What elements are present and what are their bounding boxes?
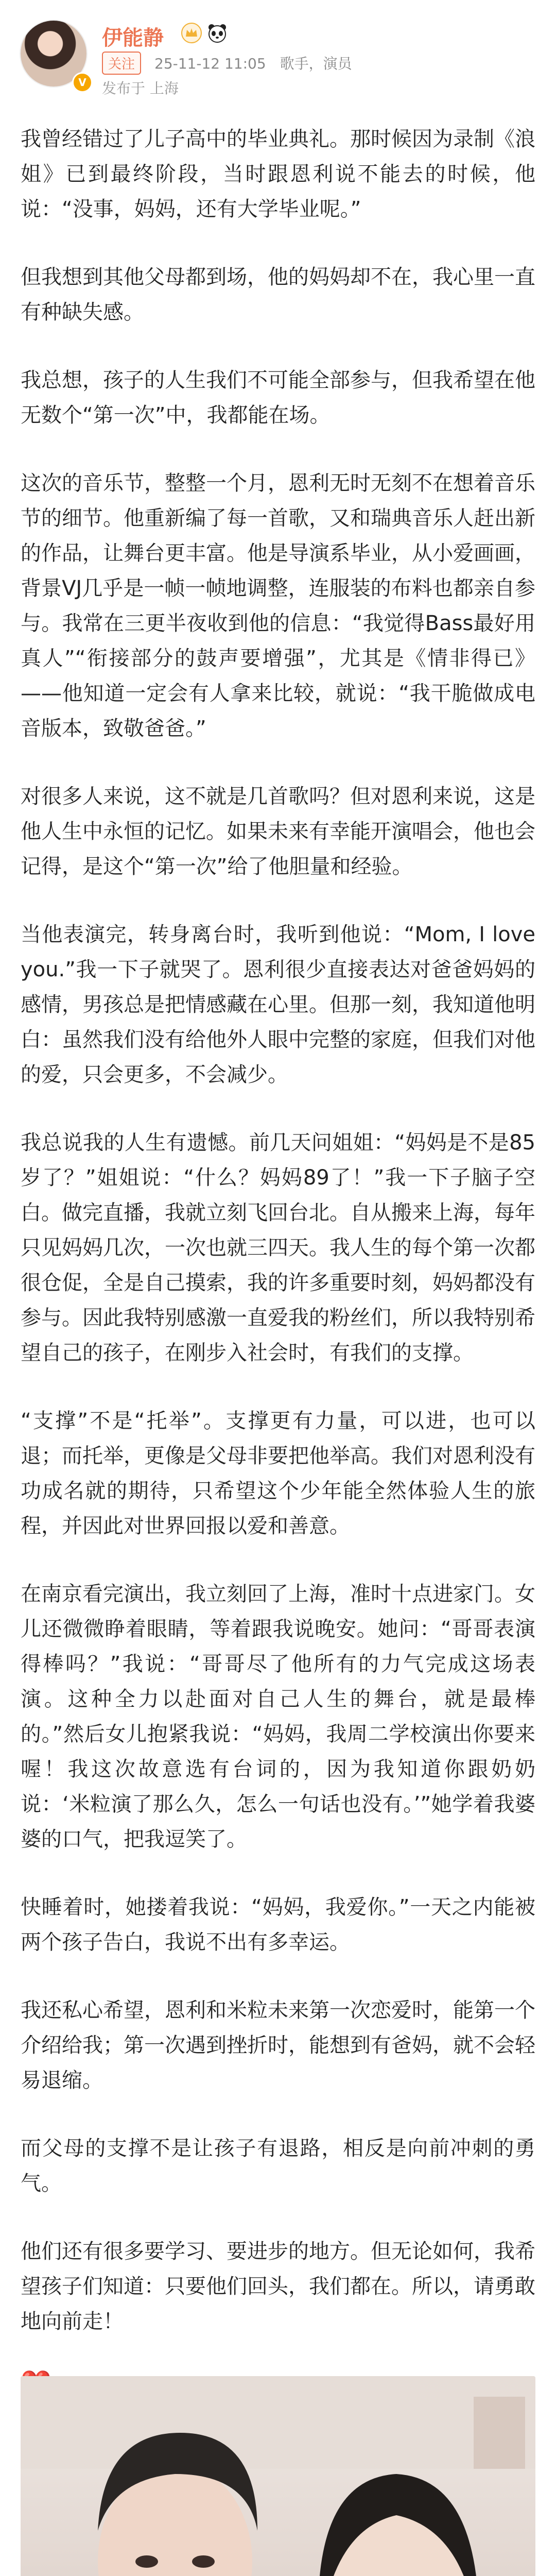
post-paragraph: 这次的音乐节，整整一个月，恩利无时无刻不在想着音乐节的细节。他重新编了每一首歌，又和瑞典音乐人赶出新的作品，让舞台更丰富。他是导演系毕业，从小爱画画，背景VJ几乎是一帧一帧地调整，连服装的布料也都亲自参与。我常在三更半夜收到他的信息：“我觉得Bass最好用真人”“衔接部分的鼓声要增强”，尤其是《情非得已》——他知道一定会有人拿来比较，就说：“我干脆做成电音版本，致敬爸爸。” bbox=[21, 471, 535, 740]
post-timestamp: 25-11-12 11:05 bbox=[154, 55, 266, 72]
post-paragraph: 快睡着时，她搂着我说：“妈妈，我爱你。”一天之内能被两个孩子告白，我说不出有多幸运。 bbox=[21, 1895, 535, 1954]
post-paragraph: “支撑”不是“托举”。支撑更有力量，可以进，也可以退；而托举，更像是父母非要把他举高。我们对恩利没有功成名就的期待，只希望这个少年能全然体验人生的旅程，并因此对世界回报以爱和善意。 bbox=[21, 1409, 535, 1538]
author-badges bbox=[181, 23, 228, 43]
post-paragraph: 而父母的支撑不是让孩子有退路，相反是向前冲刺的勇气。 bbox=[21, 2137, 535, 2195]
post-paragraph: 但我想到其他父母都到场，他的妈妈却不在，我心里一直有种缺失感。 bbox=[21, 265, 535, 324]
post-meta bbox=[154, 53, 361, 73]
follow-button[interactable]: 关注 bbox=[102, 52, 141, 75]
post-paragraph: 我还私心希望，恩利和米粒未来第一次恋爱时，能第一个介绍给我；第一次遇到挫折时，能想到有爸妈，就不会轻易退缩。 bbox=[21, 1998, 535, 2092]
post-video-thumbnail[interactable] bbox=[21, 2376, 535, 2576]
author-tag: 歌手，演员 bbox=[280, 55, 352, 72]
post-paragraph: 当他表演完，转身离台时，我听到他说：“Mom, I love you.”我一下子就哭了。恩利很少直接表达对爸爸妈妈的感情，男孩总是把情感藏在心里。但那一刻，我知道他明白：虽然我们没有给他外人眼中完整的家庭，但我们对他的爱，只会更多，不会减少。 bbox=[21, 923, 535, 1087]
author-name[interactable]: 伊能静 bbox=[102, 26, 164, 50]
verified-badge-icon: V bbox=[72, 72, 93, 93]
post-paragraph: 我总说我的人生有遗憾。前几天问姐姐：“妈妈是不是85岁了？”姐姐说：“什么？妈妈89了！”我一下子脑子空白。做完直播，我就立刻飞回台北。自从搬来上海，每年只见妈妈几次，一次也就三四天。我人生的每个第一次都很仓促，全是自己摸索，我的许多重要时刻，妈妈都没有参与。因此我特别感激一直爱我的粉丝们，所以我特别希望自己的孩子，在刚步入社会时，有我们的支撑。 bbox=[21, 1131, 535, 1365]
post-paragraph: 我总想，孩子的人生我们不可能全部参与，但我希望在他无数个“第一次”中，我都能在场。 bbox=[21, 368, 535, 427]
post-body bbox=[21, 122, 535, 2515]
post-paragraph: 在南京看完演出，我立刻回了上海，准时十点进家门。女儿还微微睁着眼睛，等着跟我说晚安。她问：“哥哥表演得棒吗？”我说：“哥哥尽了他所有的力气完成这场表演。这种全力以赴面对自己人生的舞台，就是最棒的。”然后女儿抱紧我说：“妈妈，我周二学校演出你要来喔！我这次故意选有台词的，因为我知道你跟奶奶说：‘米粒演了那么久，怎么一句话也没有。’”她学着我婆婆的口气，把我逗笑了。 bbox=[21, 1582, 535, 1851]
post-paragraph: 我曾经错过了儿子高中的毕业典礼。那时候因为录制《浪姐》已到最终阶段，当时跟恩利说不能去的时候，他说：“没事，妈妈，还有大学毕业呢。” bbox=[21, 127, 535, 221]
post-paragraph: 对很多人来说，这不就是几首歌吗？但对恩利来说，这是他人生中永恒的记忆。如果未来有幸能开演唱会，他也会记得，是这个“第一次”给了他胆量和经验。 bbox=[21, 785, 535, 878]
crown-icon bbox=[181, 23, 202, 43]
post-location: 发布于 上海 bbox=[102, 80, 179, 97]
post-header bbox=[0, 0, 556, 118]
post-paragraph: 他们还有很多要学习、要进步的地方。但无论如何，我希望孩子们知道：只要他们回头，我们都在。所以，请勇敢地向前走！ bbox=[21, 2240, 535, 2333]
thumbnail-photo bbox=[21, 2376, 535, 2576]
panda-icon bbox=[207, 23, 228, 43]
